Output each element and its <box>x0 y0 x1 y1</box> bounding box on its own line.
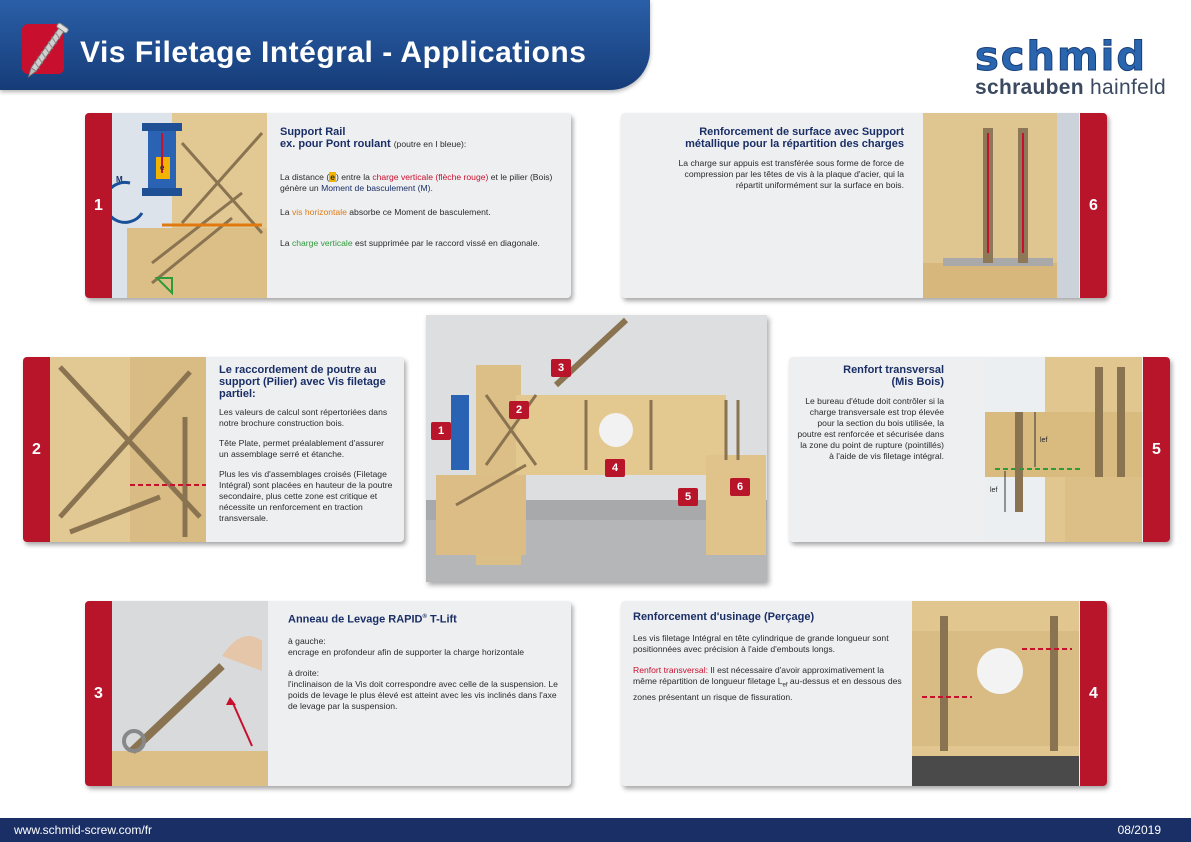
subheading: à droite: <box>288 667 320 678</box>
lifting-anchor-photo <box>112 601 268 786</box>
paragraph-1: La charge sur appuis est transférée sous forme de force de compression par les têtes de vis à la plaque d'acier, qui la répartit uniformément sur la surface en bois. <box>678 158 904 190</box>
text: l'inclinaison de la Vis doit correspondre avec celle de la suspension. Le poids de levage le plus élevé est atteint avec les vis inclinés dans l'axe de levage par la suspension. <box>288 678 558 711</box>
card-beam-connection <box>23 357 404 542</box>
text: Il est nécessaire d'avoir approximativement la même répartition de longueur filetage L <box>633 665 884 686</box>
moment-label: M <box>116 175 123 184</box>
card-number-badge: 5 <box>1143 357 1170 542</box>
card-number-badge: 6 <box>1080 113 1107 298</box>
card-lifting-anchor <box>85 601 571 786</box>
text: La <box>280 238 290 248</box>
card-title <box>280 126 562 150</box>
beam-connection-text <box>219 364 395 524</box>
title-line2: (Mis Bois) <box>891 376 944 388</box>
subheading: à gauche: <box>288 635 326 646</box>
marker-1: 1 <box>431 422 451 440</box>
distance-label: e <box>160 163 165 172</box>
text: La distance ( <box>280 172 330 182</box>
logo-subtitle <box>975 76 1175 100</box>
screw-icon <box>22 24 64 74</box>
support-rail-photo <box>112 113 267 298</box>
footer-url[interactable]: www.schmid-screw.com/fr <box>14 823 153 837</box>
schmid-logo <box>975 34 1175 102</box>
paragraph-3: Plus les vis d'assemblages croisés (Filetage Intégral) sont placées en hauteur de la poutre secondaire, plus cette zone est critique et nécessite un renforcement en traction transversale. <box>219 469 393 523</box>
e-highlight: e <box>330 172 335 182</box>
card-transverse-reinforcement <box>789 357 1170 542</box>
machining-reinforcement-text <box>633 611 903 703</box>
marker-2: 2 <box>509 401 529 419</box>
title-text: Anneau de Levage RAPID <box>288 613 423 626</box>
paragraph-2 <box>288 668 558 712</box>
text: est supprimée par le raccord vissé en diagonale. <box>355 238 540 248</box>
transverse-reinforcement-photo <box>985 357 1142 542</box>
lifting-anchor-text <box>288 611 558 712</box>
lef-label-top: lef <box>1040 437 1048 444</box>
surface-reinforcement-photo <box>923 113 1079 298</box>
paragraph-1: Les vis filetage Intégral en tête cylindrique de grande longueur sont positionnées avec précision à l'aide d'embouts longs. <box>633 633 889 654</box>
lef-label-bottom: lef <box>990 487 998 494</box>
paragraph-2: Tête Plate, permet préalablement d'assurer un assemblage serré et étanche. <box>219 438 385 459</box>
logo-sub-bold: schrauben <box>975 76 1084 99</box>
text: et le pilier (Bois) génère un <box>280 172 553 193</box>
paragraph-1: Les valeurs de calcul sont répertoriées dans notre brochure construction bois. <box>219 407 388 428</box>
registered-mark: ® <box>422 614 427 620</box>
paragraph-2 <box>633 665 903 703</box>
paragraph-2 <box>280 207 562 218</box>
card-number-badge: 2 <box>23 357 50 542</box>
text: ) entre la <box>336 172 370 182</box>
text: La <box>280 207 290 217</box>
card-number-badge: 1 <box>85 113 112 298</box>
card-title: Renforcement d'usinage (Perçage) <box>633 611 815 623</box>
card-number-badge: 3 <box>85 601 112 786</box>
red-text: charge verticale (flèche rouge) <box>372 172 489 182</box>
title-note: (poutre en I bleue): <box>393 139 467 149</box>
marker-6: 6 <box>730 478 750 496</box>
title-line2: ex. pour Pont roulant <box>280 138 391 150</box>
paragraph-3 <box>280 238 562 249</box>
surface-reinforcement-text <box>661 126 904 191</box>
transverse-reinforcement-text <box>797 364 944 462</box>
beam-connection-photo <box>50 357 206 542</box>
paragraph-1 <box>280 172 562 194</box>
orange-text: vis horizontale <box>291 207 347 217</box>
title-line1: Support Rail <box>280 126 346 138</box>
support-rail-text <box>280 126 562 249</box>
text: encrage en profondeur afin de supporter la charge horizontale <box>288 646 525 657</box>
card-support-rail <box>85 113 571 298</box>
card-title <box>797 364 944 388</box>
title-end: T-Lift <box>426 613 457 626</box>
card-title <box>288 611 558 626</box>
footer-date: 08/2019 <box>1117 823 1161 837</box>
title-banner <box>0 0 650 90</box>
logo-word: schmid <box>975 34 1148 80</box>
card-machining-reinforcement <box>621 601 1107 786</box>
red-text: Renfort transversal: <box>633 665 708 675</box>
text: absorbe ce Moment de basculement. <box>349 207 491 217</box>
page-title: Vis Filetage Intégral - Applications <box>80 36 587 69</box>
marker-5: 5 <box>678 488 698 506</box>
title-line1: Renfort transversal <box>843 364 944 376</box>
footer <box>0 818 1191 842</box>
marker-3: 3 <box>551 359 571 377</box>
machining-reinforcement-photo <box>912 601 1079 786</box>
green-text: charge verticale <box>291 238 353 248</box>
marker-4: 4 <box>605 459 625 477</box>
subscript: ef <box>782 682 788 689</box>
card-surface-reinforcement <box>621 113 1107 298</box>
overview-photo <box>426 315 767 582</box>
logo-sub-light: hainfeld <box>1090 76 1167 99</box>
paragraph-1 <box>288 636 558 658</box>
card-title: Le raccordement de poutre au support (Pilier) avec Vis filetage partiel: <box>219 364 386 400</box>
card-number-badge: 4 <box>1080 601 1107 786</box>
navy-text: Moment de basculement (M). <box>321 183 433 193</box>
paragraph-1: Le bureau d'étude doit contrôler si la charge transversale est trop élevée pour la section du bois utilisée, la poutre est renforcée et sécurisée dans la zone du point de rupture (pointillés) à l'aide de vis filetage intégral. <box>797 396 944 461</box>
card-title: Renforcement de surface avec Support métallique pour la répartition des charges <box>685 126 904 150</box>
text: au-dessus et en dessous des zones présentant un risque de fissuration. <box>633 676 902 702</box>
